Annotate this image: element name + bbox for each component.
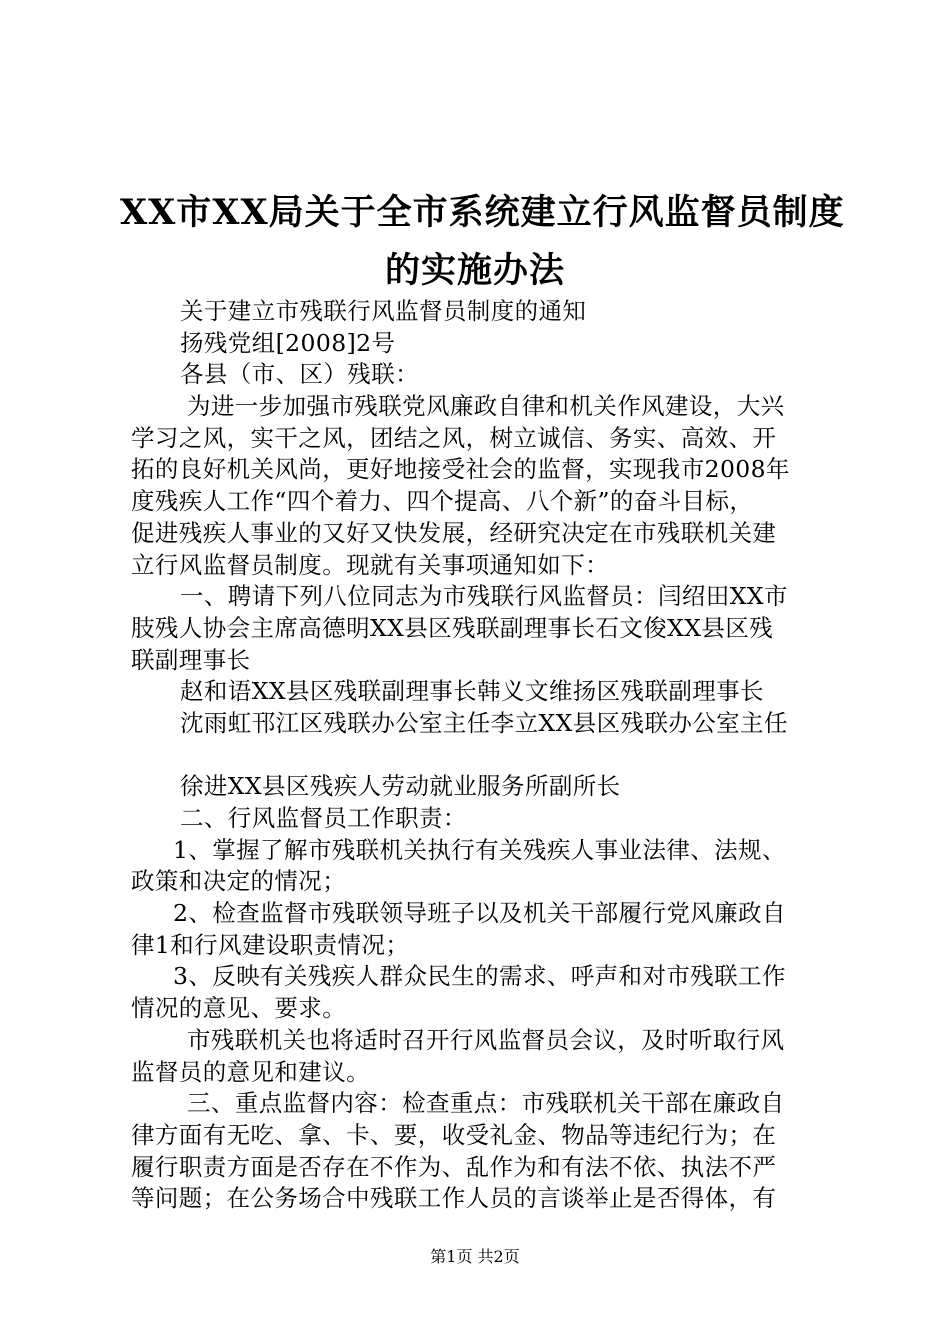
body-line: 赵和语XX县区残联副理事长韩义文维扬区残联副理事长: [180, 677, 764, 706]
body-line: 律1和行风建设职责情况；: [131, 930, 410, 959]
body-line: 徐进XX县区残疾人劳动就业服务所副所长: [180, 772, 621, 801]
body-line: 三、重点监督内容：检查重点：市残联机关干部在廉政自: [187, 1089, 785, 1118]
blank-line: [131, 740, 831, 772]
body-line: 市残联机关也将适时召开行风监督员会议，及时听取行风: [187, 1025, 785, 1054]
body-line: 一、聘请下列八位同志为市残联行风监督员：闫绍田XX市: [180, 582, 788, 611]
body-line: 2、检查监督市残联领导班子以及机关干部履行党风廉政自: [173, 899, 786, 928]
body-line: 等问题；在公务场合中残联工作人员的言谈举止是否得体，有: [131, 1184, 777, 1213]
body-line: 监督员的意见和建议。: [131, 1057, 370, 1086]
body-line: 情况的意见、要求。: [131, 994, 347, 1023]
body-line: 促进残疾人事业的又好又快发展，经研究决定在市残联机关建: [131, 518, 777, 547]
body-line: 1、掌握了解市残联机关执行有关残疾人事业法律、法规、: [173, 835, 786, 864]
body-line: 关于建立市残联行风监督员制度的通知: [180, 297, 587, 325]
body-line: 拓的良好机关风尚，更好地接受社会的监督，实现我市2008年: [131, 455, 790, 484]
body-line: 律方面有无吃、拿、卡、要，收受礼金、物品等违纪行为；在: [131, 1120, 777, 1149]
body-line: 扬残党组[2008]2号: [180, 328, 396, 357]
body-line: 联副理事长: [131, 645, 251, 674]
document-title-line-1: XX市XX局关于全市系统建立行风监督员制度: [120, 192, 845, 233]
body-line: 各县（市、区）残联：: [180, 360, 419, 389]
page-number-footer: 第1页 共2页: [430, 1247, 520, 1266]
body-line: 为进一步加强市残联党风廉政自律和机关作风建设，大兴: [187, 392, 785, 421]
body-line: 沈雨虹邗江区残联办公室主任李立XX县区残联办公室主任: [180, 708, 788, 737]
body-line: 政策和决定的情况；: [131, 867, 347, 896]
body-line: 度残疾人工作“四个着力、四个提高、八个新”的奋斗目标，: [131, 487, 754, 516]
body-line: 履行职责方面是否存在不作为、乱作为和有法不依、执法不严: [131, 1152, 777, 1181]
body-line: 肢残人协会主席高德明XX县区残联副理事长石文俊XX县区残: [131, 613, 774, 642]
document-body: [131, 296, 831, 1215]
document-title-line-2: 的实施办法: [384, 250, 565, 291]
body-line: 3、反映有关残疾人群众民生的需求、呼声和对市残联工作: [173, 962, 786, 991]
body-line: 立行风监督员制度。现就有关事项通知如下：: [131, 550, 609, 579]
body-line: 学习之风，实干之风，团结之风，树立诚信、务实、高效、开: [131, 423, 777, 452]
body-line: 二、行风监督员工作职责：: [180, 804, 467, 832]
